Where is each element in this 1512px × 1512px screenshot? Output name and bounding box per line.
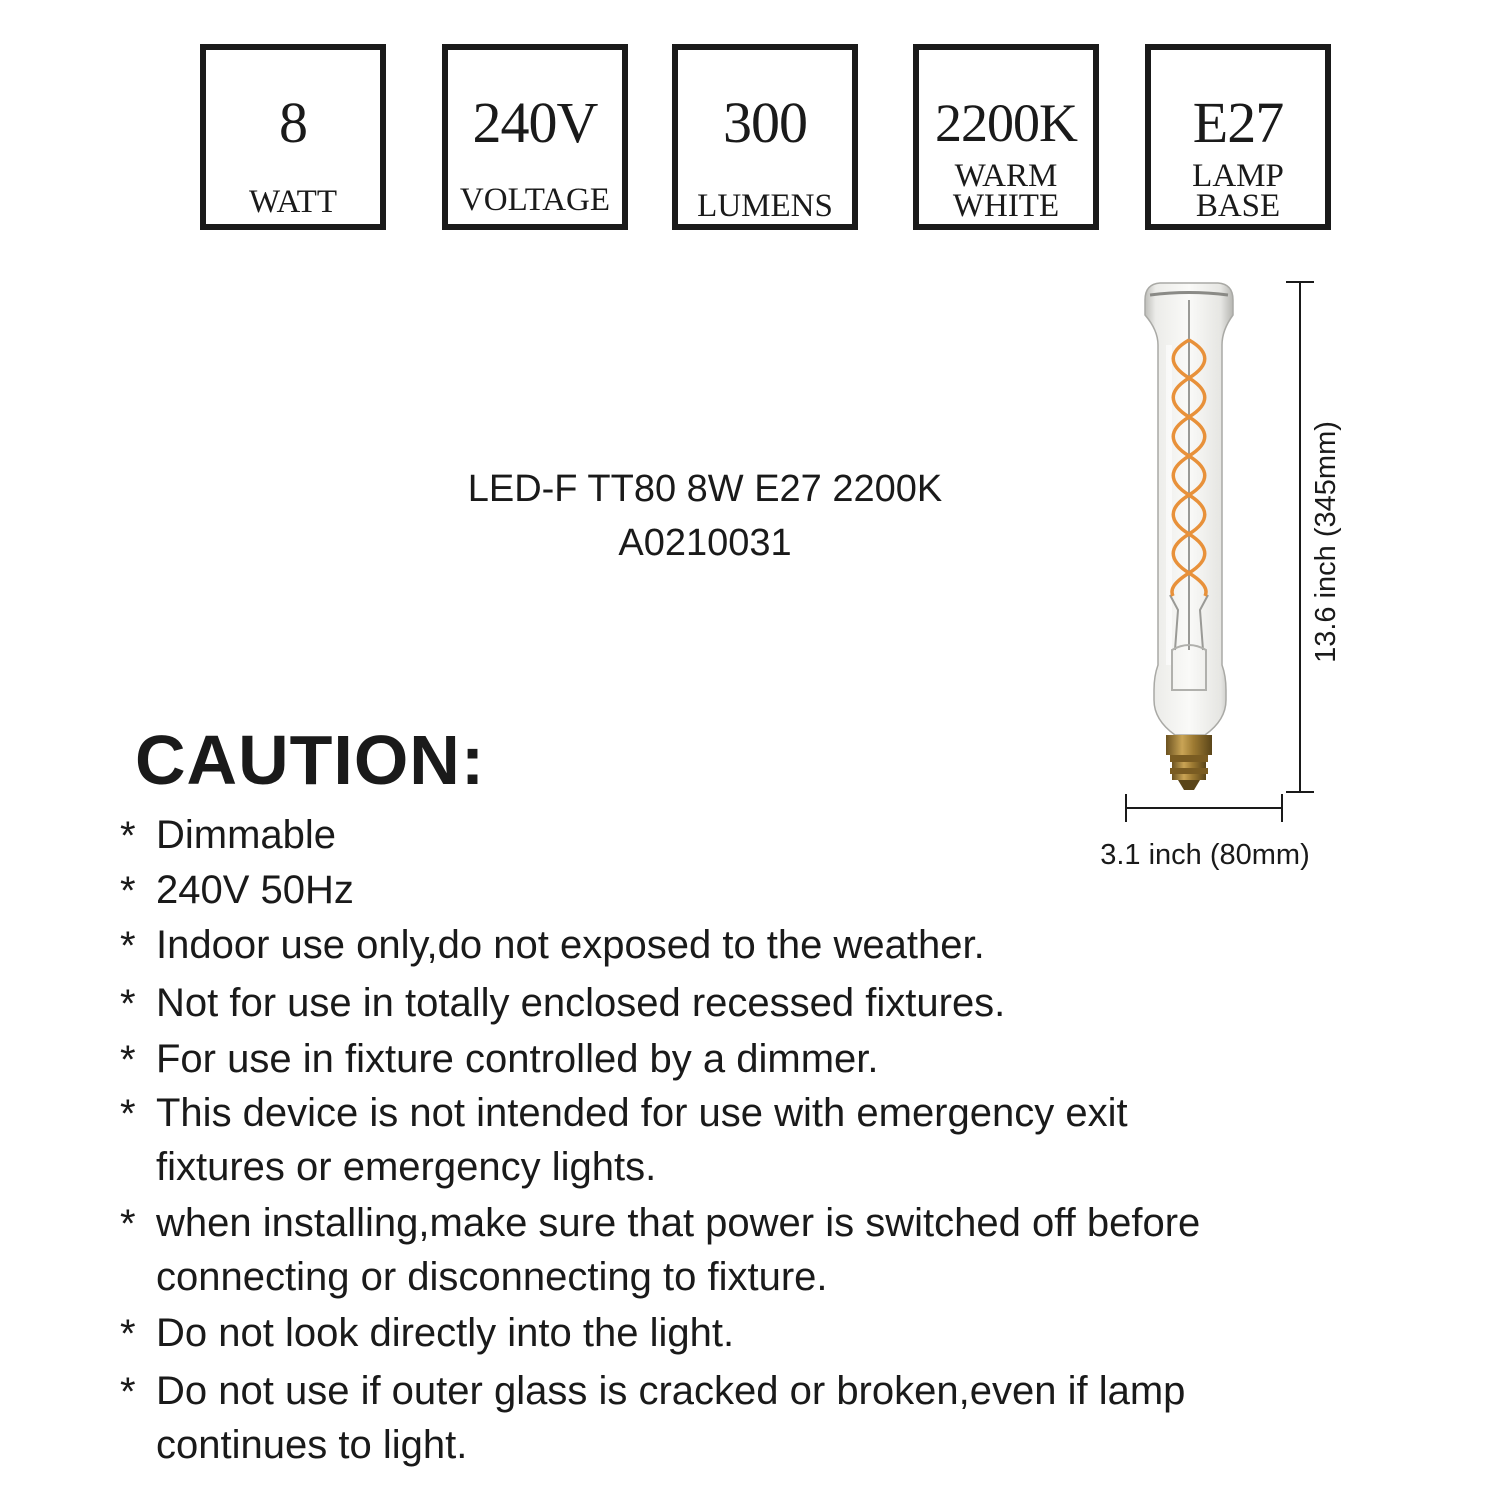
caution-item-text: Do not use if outer glass is cracked or broken,even if lamp	[156, 1369, 1186, 1413]
bullet-star-icon: *	[120, 1312, 136, 1356]
width-dimension-label: 3.1 inch (80mm)	[1100, 839, 1310, 871]
bullet-star-icon: *	[120, 1202, 136, 1246]
spec-lumens-label: LUMENS	[697, 188, 833, 224]
bullet-star-icon: *	[120, 814, 136, 858]
caution-item-text-continued: connecting or disconnecting to fixture.	[156, 1255, 828, 1299]
caution-item-text: For use in fixture controlled by a dimmer.	[156, 1037, 879, 1081]
caution-title: CAUTION:	[135, 721, 486, 799]
spec-voltage-label: VOLTAGE	[459, 182, 611, 218]
caution-item-text: 240V 50Hz	[156, 868, 354, 912]
spec-voltage-value: 240V	[472, 90, 598, 155]
width-dimension-line	[1126, 794, 1282, 822]
caution-item-text: when installing,make sure that power is switched off before	[156, 1201, 1201, 1245]
bullet-star-icon: *	[120, 982, 136, 1026]
bullet-star-icon: *	[120, 1092, 136, 1136]
bulb-base	[1166, 735, 1212, 790]
caution-item-text: Dimmable	[156, 813, 337, 857]
spec-watt-label: WATT	[249, 184, 337, 220]
bullet-star-icon: *	[120, 924, 136, 968]
spec-base-label-1: LAMP	[1192, 158, 1284, 194]
caution-item-text-continued: continues to light.	[156, 1423, 468, 1467]
caution-item-text: Do not look directly into the light.	[156, 1311, 735, 1355]
spec-base-label-2: BASE	[1195, 188, 1281, 224]
spec-color-temp-value: 2200K	[935, 93, 1077, 153]
spec-watt-value: 8	[279, 90, 307, 155]
caution-item-text-continued: fixtures or emergency lights.	[156, 1145, 657, 1189]
model-name: LED-F TT80 8W E27 2200K	[467, 468, 943, 510]
bullet-star-icon: *	[120, 1038, 136, 1082]
height-dimension-label: 13.6 inch (345mm)	[1310, 421, 1342, 663]
spec-lumens-value: 300	[723, 90, 807, 155]
model-code: A0210031	[618, 522, 792, 564]
bullet-star-icon: *	[120, 1370, 136, 1414]
spec-color-temp-label-2: WHITE	[952, 188, 1060, 224]
caution-item-text: Indoor use only,do not exposed to the weather.	[156, 923, 985, 967]
caution-item-text: Not for use in totally enclosed recessed fixtures.	[156, 981, 1006, 1025]
caution-item-text: This device is not intended for use with emergency exit	[156, 1091, 1128, 1135]
bullet-star-icon: *	[120, 869, 136, 913]
spec-color-temp-label-1: WARM	[954, 158, 1058, 194]
spec-base-value: E27	[1192, 90, 1284, 155]
